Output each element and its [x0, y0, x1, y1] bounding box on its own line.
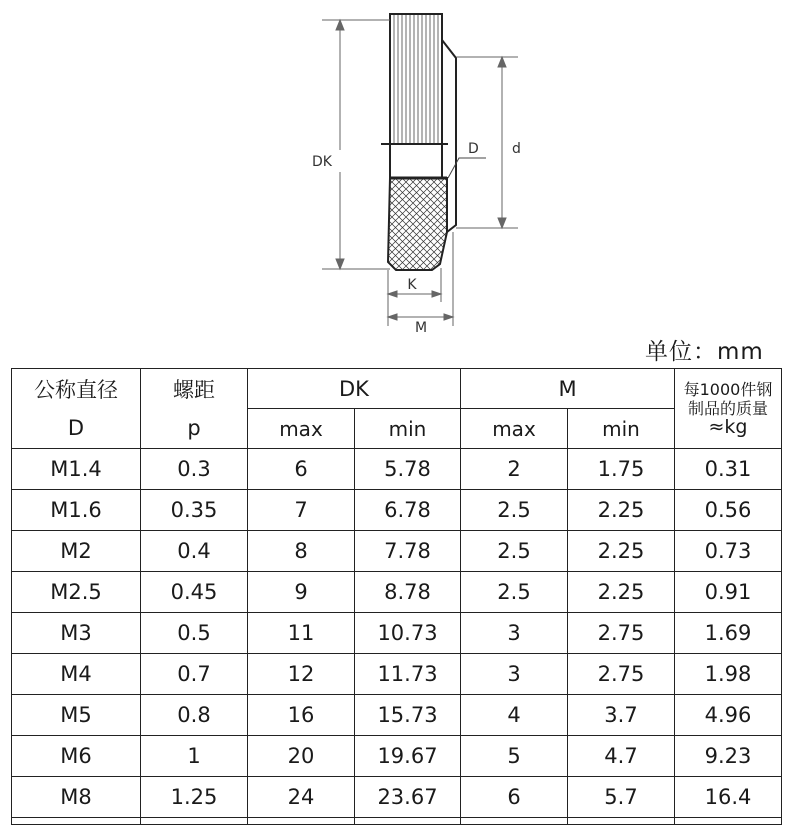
cell-m-min: 5.7 — [568, 777, 675, 818]
d-label: d — [512, 141, 521, 157]
cell-m-max: 3 — [461, 613, 568, 654]
cell-dk-max: 7 — [248, 490, 355, 531]
table-row — [12, 695, 782, 736]
knurled-nut-drawing — [0, 0, 812, 345]
cell-dk-max: 9 — [248, 572, 355, 613]
table-row — [12, 449, 782, 490]
d-upper-label: D — [468, 141, 479, 157]
cell-dk-min: 23.67 — [355, 777, 461, 818]
header-diameter-sym: D — [67, 415, 85, 440]
cell-pitch: 0.4 — [141, 531, 248, 572]
header-weight-line1: 每1000件钢 — [683, 380, 773, 399]
cell-dk-max: 20 — [248, 736, 355, 777]
cell-diameter: M6 — [12, 736, 141, 777]
cell-dk-min: 6.78 — [355, 490, 461, 531]
cell-m-max: 3 — [461, 654, 568, 695]
cell-m-max: 2.5 — [461, 572, 568, 613]
header-pitch-cn: 螺距 — [173, 377, 215, 402]
cell-diameter: M2.5 — [12, 572, 141, 613]
cell-m-min: 2.25 — [568, 490, 675, 531]
cell-weight: 0.91 — [675, 572, 782, 613]
m-label: M — [414, 320, 428, 336]
cell-weight: 16.4 — [675, 777, 782, 818]
cell-pitch: 0.7 — [141, 654, 248, 695]
header-dk-max: max — [248, 409, 355, 449]
cell-diameter: M1.4 — [12, 449, 141, 490]
table-row — [12, 531, 782, 572]
header-m-min: min — [568, 409, 675, 449]
cell-m-min: 4.7 — [568, 736, 675, 777]
cell-dk-max: 16 — [248, 695, 355, 736]
cell-dk-min: 11.73 — [355, 654, 461, 695]
cell-m-min: 1.75 — [568, 449, 675, 490]
cell-m-min: 2.25 — [568, 572, 675, 613]
cell-dk-min: 19.67 — [355, 736, 461, 777]
cell-diameter: M4 — [12, 654, 141, 695]
cell-dk-min: 15.73 — [355, 695, 461, 736]
table-row — [12, 613, 782, 654]
cell-diameter: M8 — [12, 777, 141, 818]
cell-pitch: 1.25 — [141, 777, 248, 818]
table-body — [12, 449, 782, 825]
cell-dk-max: 6 — [248, 449, 355, 490]
cell-dk-min: 7.78 — [355, 531, 461, 572]
cell-dk-max: 12 — [248, 654, 355, 695]
header-weight-line2: 制品的质量 — [687, 399, 768, 418]
header-dk-min: min — [355, 409, 461, 449]
cell-dk-max: 11 — [248, 613, 355, 654]
cell-m-min: 2.25 — [568, 531, 675, 572]
dk-label: DK — [312, 154, 332, 170]
unit-label: 单位：mm — [645, 339, 764, 365]
table-row — [12, 736, 782, 777]
cell-diameter: M2 — [12, 531, 141, 572]
table-row — [12, 777, 782, 818]
cell-dk-max: 24 — [248, 777, 355, 818]
k-label: K — [407, 277, 417, 293]
cell-pitch: 0.8 — [141, 695, 248, 736]
cell-m-max: 5 — [461, 736, 568, 777]
header-pitch — [141, 369, 248, 449]
cell-m-max: 2.5 — [461, 531, 568, 572]
cell-weight: 1.69 — [675, 613, 782, 654]
cell-m-min: 2.75 — [568, 613, 675, 654]
header-pitch-sym: p — [187, 415, 201, 440]
dk-dimension — [322, 20, 390, 269]
cell-dk-min: 5.78 — [355, 449, 461, 490]
cell-dk-max: 8 — [248, 531, 355, 572]
nut-section-view — [388, 178, 447, 270]
cell-weight: 4.96 — [675, 695, 782, 736]
cell-m-max: 6 — [461, 777, 568, 818]
cell-weight: 0.73 — [675, 531, 782, 572]
header-diameter-cn: 公称直径 — [34, 377, 118, 402]
d-dimension — [456, 57, 518, 228]
table-row — [12, 572, 782, 613]
d-leader — [448, 158, 486, 178]
cell-diameter: M3 — [12, 613, 141, 654]
cell-pitch: 0.45 — [141, 572, 248, 613]
cell-pitch: 0.35 — [141, 490, 248, 531]
table-row — [12, 654, 782, 695]
header-m-max: max — [461, 409, 568, 449]
cell-pitch: 0.5 — [141, 613, 248, 654]
cell-pitch: 0.3 — [141, 449, 248, 490]
cell-weight: 9.23 — [675, 736, 782, 777]
cell-weight: 0.31 — [675, 449, 782, 490]
cell-m-min: 3.7 — [568, 695, 675, 736]
header-weight-line3: ≈kg — [708, 416, 748, 438]
cell-dk-min: 10.73 — [355, 613, 461, 654]
cell-m-max: 2.5 — [461, 490, 568, 531]
cell-m-max: 4 — [461, 695, 568, 736]
header-m: M — [461, 369, 675, 409]
cell-m-max: 2 — [461, 449, 568, 490]
table-row-cut — [12, 818, 782, 825]
cell-m-min: 2.75 — [568, 654, 675, 695]
header-diameter — [12, 369, 141, 449]
cell-weight: 0.56 — [675, 490, 782, 531]
cell-diameter: M5 — [12, 695, 141, 736]
spec-table — [11, 368, 782, 825]
table-row — [12, 490, 782, 531]
cell-weight: 1.98 — [675, 654, 782, 695]
cell-diameter: M1.6 — [12, 490, 141, 531]
header-weight — [675, 369, 782, 449]
cell-dk-min: 8.78 — [355, 572, 461, 613]
cell-pitch: 1 — [141, 736, 248, 777]
header-dk: DK — [248, 369, 461, 409]
